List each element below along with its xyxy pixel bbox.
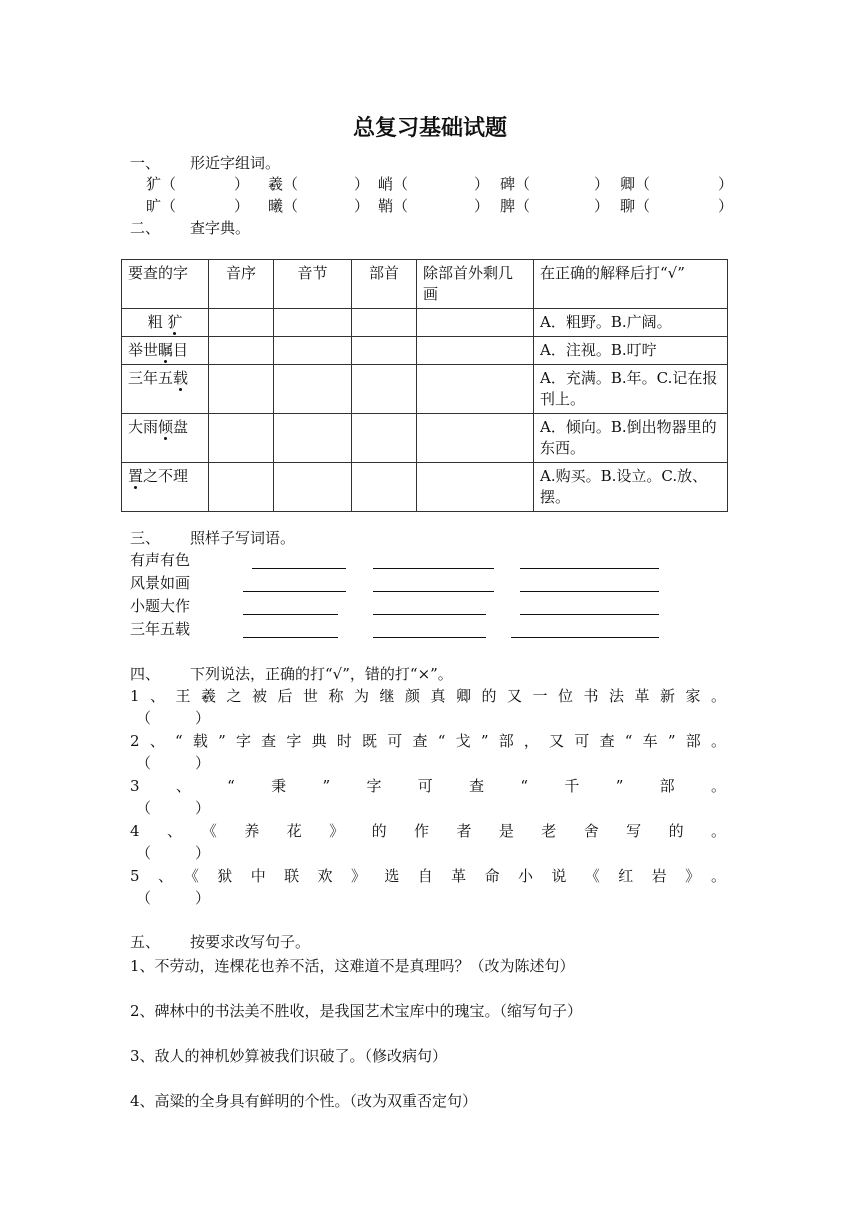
answer-cell[interactable] (417, 365, 534, 414)
answer-line[interactable] (373, 591, 494, 592)
word-prompt: 脾（ (500, 197, 531, 215)
word-prompt: 峭（ (378, 175, 409, 193)
dotted-char: 载 (173, 369, 189, 387)
paren-close: ） (594, 175, 610, 193)
judgment-item: 2、“载”字查字典时既可查“戈”部，又可查“车”部。 (130, 732, 726, 750)
section-number: 四、 (130, 665, 161, 683)
answer-cell[interactable] (209, 463, 274, 512)
example-word: 有声有色 (130, 551, 191, 569)
answer-line[interactable] (243, 591, 346, 592)
answer-parens[interactable]: （ ） (136, 799, 210, 817)
example-word: 三年五载 (130, 620, 191, 638)
lookup-word: 粗 犷 (122, 309, 209, 337)
judgment-item: 1、王羲之被后世称为继颜真卿的又一位书法革新家。 (130, 687, 726, 705)
explain-cell: A.购买。B.设立。C.放、摆。 (534, 463, 728, 512)
answer-cell[interactable] (352, 365, 417, 414)
explain-cell: A．注视。B.叮咛 (534, 337, 728, 365)
judgment-item: 5、《狱中联欢》选自革命小说《红岩》。 (130, 867, 726, 885)
table-row (122, 337, 728, 365)
paren-close: ） (234, 197, 250, 215)
section5-heading (130, 932, 310, 952)
section3-heading (130, 528, 295, 548)
answer-line[interactable] (243, 637, 338, 638)
answer-line[interactable] (520, 591, 659, 592)
word-prompt: 羲（ (268, 175, 299, 193)
answer-cell[interactable] (417, 463, 534, 512)
word-prompt: 碑（ (500, 175, 531, 193)
page-title: 总复习基础试题 (352, 116, 507, 141)
dictionary-table (121, 259, 728, 512)
explain-cell: A．粗野。B.广阔。 (534, 309, 728, 337)
table-header: 要查的字 (122, 260, 209, 309)
judgment-item: 4、《养花》的作者是老舍写的。 (130, 822, 726, 840)
answer-parens[interactable]: （ ） (136, 709, 210, 727)
answer-line[interactable] (520, 568, 659, 569)
example-word: 小题大作 (130, 597, 191, 615)
table-row (122, 414, 728, 463)
lookup-word: 置之不理 (122, 463, 209, 512)
answer-cell[interactable] (417, 309, 534, 337)
answer-cell[interactable] (209, 365, 274, 414)
answer-cell[interactable] (352, 463, 417, 512)
table-row (122, 365, 728, 414)
answer-cell[interactable] (274, 365, 352, 414)
example-word: 风景如画 (130, 574, 191, 592)
paren-close: ） (718, 197, 734, 215)
dotted-char: 倾 (158, 418, 174, 436)
paren-close: ） (718, 175, 734, 193)
paren-close: ） (234, 175, 250, 193)
table-header: 在正确的解释后打“√” (534, 260, 728, 309)
section-number: 三、 (130, 529, 161, 547)
rewrite-item: 4、高粱的全身具有鲜明的个性。（改为双重否定句） (130, 1092, 478, 1110)
lookup-word: 举世瞩目 (122, 337, 209, 365)
section-heading-text: 形近字组词。 (190, 154, 281, 172)
answer-parens[interactable]: （ ） (136, 844, 210, 862)
section-heading-text: 按要求改写句子。 (190, 933, 311, 951)
explain-cell: A．充满。B.年。C.记在报刊上。 (534, 365, 728, 414)
paren-close: ） (474, 197, 490, 215)
answer-line[interactable] (373, 614, 486, 615)
dotted-char: 瞩 (158, 341, 174, 359)
section2-heading (130, 218, 250, 238)
word-prompt: 犷（ (146, 175, 177, 193)
section1-heading (130, 153, 280, 173)
table-header: 除部首外剩几画 (417, 260, 534, 309)
answer-cell[interactable] (274, 414, 352, 463)
section-heading-text: 下列说法，正确的打“√”，错的打“×”。 (190, 665, 453, 683)
lookup-word: 三年五载 (122, 365, 209, 414)
table-header: 音节 (274, 260, 352, 309)
section4-heading (130, 664, 453, 684)
dotted-char: 犷 (167, 313, 183, 331)
section-number: 五、 (130, 933, 161, 951)
table-header-row (122, 260, 728, 309)
answer-cell[interactable] (209, 337, 274, 365)
answer-parens[interactable]: （ ） (136, 754, 210, 772)
dotted-char: 置 (128, 467, 144, 485)
answer-line[interactable] (511, 637, 659, 638)
answer-parens[interactable]: （ ） (136, 889, 210, 907)
table-header: 部首 (352, 260, 417, 309)
table-row (122, 309, 728, 337)
answer-cell[interactable] (274, 463, 352, 512)
paren-close: ） (594, 197, 610, 215)
lookup-word: 大雨倾盘 (122, 414, 209, 463)
answer-cell[interactable] (417, 337, 534, 365)
answer-line[interactable] (373, 568, 494, 569)
word-prompt: 卿（ (620, 175, 651, 193)
section-number: 二、 (130, 219, 161, 237)
table-row (122, 463, 728, 512)
paren-close: ） (354, 197, 370, 215)
word-prompt: 聊（ (620, 197, 651, 215)
answer-cell[interactable] (352, 414, 417, 463)
paren-close: ） (474, 175, 490, 193)
answer-cell[interactable] (209, 309, 274, 337)
answer-line[interactable] (373, 637, 486, 638)
answer-cell[interactable] (274, 309, 352, 337)
rewrite-item: 2、碑林中的书法美不胜收，是我国艺术宝库中的瑰宝。（缩写句子） (130, 1002, 583, 1020)
answer-line[interactable] (252, 568, 346, 569)
rewrite-item: 3、敌人的神机妙算被我们识破了。（修改病句） (130, 1047, 448, 1065)
answer-cell[interactable] (352, 309, 417, 337)
answer-cell[interactable] (352, 337, 417, 365)
answer-line[interactable] (243, 614, 338, 615)
word-prompt: 旷（ (146, 197, 177, 215)
answer-cell[interactable] (417, 414, 534, 463)
word-prompt: 曦（ (268, 197, 299, 215)
paren-close: ） (354, 175, 370, 193)
answer-cell[interactable] (209, 414, 274, 463)
section-heading-text: 照样子写词语。 (190, 529, 296, 547)
explain-cell: A．倾向。B.倒出物器里的东西。 (534, 414, 728, 463)
rewrite-item: 1、不劳动，连棵花也养不活，这难道不是真理吗？（改为陈述句） (130, 957, 575, 975)
word-prompt: 鞘（ (378, 197, 409, 215)
judgment-item: 3、“秉”字可查“千”部。 (130, 777, 726, 795)
table-header: 音序 (209, 260, 274, 309)
section-number: 一、 (130, 154, 161, 172)
answer-cell[interactable] (274, 337, 352, 365)
answer-line[interactable] (520, 614, 659, 615)
section-heading-text: 查字典。 (190, 219, 251, 237)
